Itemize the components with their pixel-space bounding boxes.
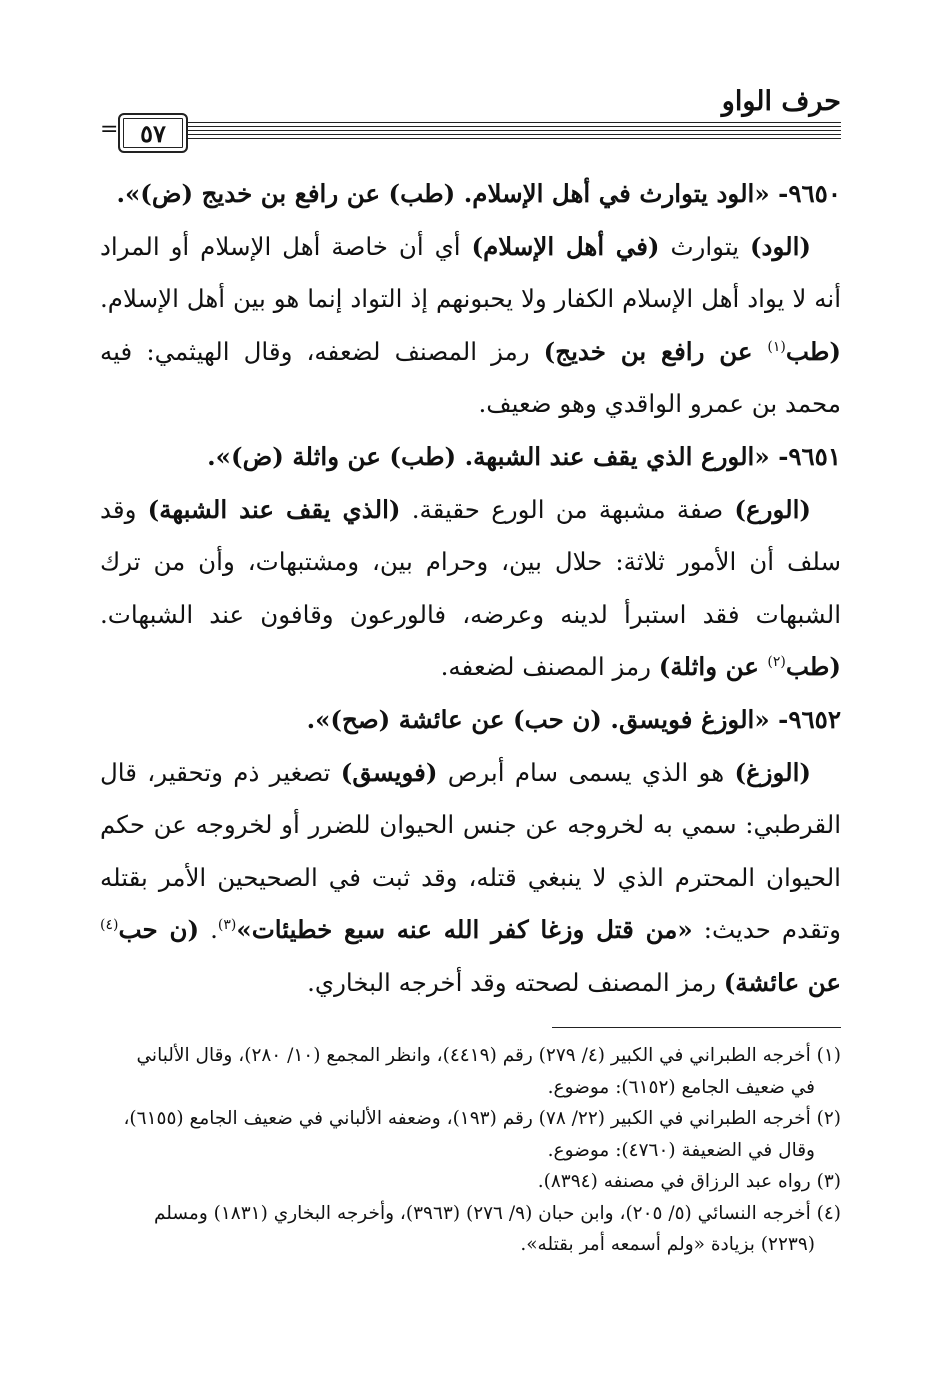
source: عن عائشة) bbox=[723, 967, 841, 997]
footnote-ref-1[interactable]: (١) bbox=[767, 338, 786, 355]
page-marker: = bbox=[100, 117, 119, 142]
hadith-9652: ٩٦٥٢- «الوزغ فويسق. (ن حب) عن عائشة (صح)». bbox=[306, 704, 841, 734]
footnote-1-cont: في ضعيف الجامع (٦١٥٢): موضوع. bbox=[547, 1076, 815, 1098]
term: (الذي يقف عند الشبهة) bbox=[147, 494, 401, 524]
term: (في أهل الإسلام) bbox=[471, 231, 660, 261]
footnote-divider bbox=[552, 1027, 841, 1028]
text: تصغير ذم وتحقير، قال القرطبي: سمي به لخروجه عن جنس الحيوان للضرر أو لخروجه عن حكم الحيوان المحترم الذي لا ينبغي قتله، وقد ثبت في الصحيحين الأمر بقتله وتقدم حديث: bbox=[100, 757, 841, 945]
text: صفة مشبهة من الورع حقيقة. bbox=[400, 494, 735, 524]
term: (الورع) bbox=[734, 494, 811, 524]
footnote-ref-2[interactable]: (٢) bbox=[767, 654, 786, 671]
running-header-title: حرف الواو bbox=[721, 86, 841, 117]
text: وقد سلف أن الأمور ثلاثة: حلال بين، وحرام بين، ومشتبهات، وأن من ترك الشبهات فقد استبرأ لدينه وعرضه، فالورعون وقافون عند الشبهات. bbox=[100, 494, 841, 629]
text: رمز المصنف لضعفه. bbox=[440, 652, 659, 682]
footnote-ref-4[interactable]: (٤) bbox=[100, 917, 119, 934]
text: رمز المصنف لضعفه، وقال الهيثمي: فيه محمد بن عمرو الواقدي وهو ضعيف. bbox=[100, 336, 841, 419]
text: رمز المصنف لصحته وقد أخرجه البخاري. bbox=[307, 967, 724, 997]
source: عن رافع بن خديج) bbox=[543, 336, 768, 366]
commentary-9651 bbox=[100, 484, 841, 694]
footnote-2: (٢) أخرجه الطبراني في الكبير (٢٢/ ٧٨) رقم (١٩٣)، وضعفه الألباني في ضعيف الجامع (٦١٥٥)، bbox=[123, 1108, 841, 1129]
source: عن واثلة) bbox=[658, 652, 768, 682]
source: (طب bbox=[785, 336, 841, 366]
quoted-hadith: «من قتل وزغا كفر الله عنه سبع خطيئات» bbox=[236, 915, 693, 945]
hadith-9650: ٩٦٥٠- «الود يتوارث في أهل الإسلام. (طب) عن رافع بن خديج (ض)». bbox=[116, 179, 841, 208]
footnote-4-cont: (٢٢٣٩) بزيادة «ولم أسمعه أمر بقتله». bbox=[520, 1234, 815, 1255]
main-text bbox=[100, 168, 841, 1010]
text: يتوارث bbox=[659, 231, 750, 261]
source: (طب bbox=[785, 652, 841, 682]
page-number: ٥٧ bbox=[118, 113, 188, 153]
footnote-ref-3[interactable]: (٣) bbox=[217, 917, 237, 934]
text: أي أن خاصة أهل الإسلام أو المراد أنه لا يواد أهل الإسلام الكفار ولا يحبونهم إذ التواد إنما هو بين أهل الإسلام. bbox=[100, 231, 841, 314]
header-rule bbox=[188, 120, 841, 142]
text: . bbox=[199, 915, 218, 945]
term: (الوزغ) bbox=[734, 757, 811, 787]
footnote-2-cont: وقال في الضعيفة (٤٧٦٠): موضوع. bbox=[547, 1139, 815, 1161]
commentary-9650 bbox=[100, 221, 841, 431]
hadith-9651: ٩٦٥١- «الورع الذي يقف عند الشبهة. (طب) عن واثلة (ض)». bbox=[207, 441, 841, 471]
footnotes bbox=[100, 1040, 841, 1261]
footnote-3: (٣) رواه عبد الرزاق في مصنفه (٨٣٩٤). bbox=[537, 1171, 841, 1192]
source: (ن حب bbox=[118, 915, 200, 945]
commentary-9652 bbox=[100, 747, 841, 1010]
footnote-1: (١) أخرجه الطبراني في الكبير (٤/ ٢٧٩) رقم (٤٤١٩)، وانظر المجمع (١٠/ ٢٨٠)، وقال الألباني bbox=[136, 1045, 841, 1066]
term: (الود) bbox=[749, 231, 811, 261]
text: هو الذي يسمى سام أبرص bbox=[437, 757, 735, 787]
footnote-4: (٤) أخرجه النسائي (٥/ ٢٠٥)، وابن حبان (٩/ ٢٧٦) (٣٩٦٣)، وأخرجه البخاري (١٨٣١) ومسلم bbox=[153, 1202, 841, 1224]
term: (فويسق) bbox=[340, 757, 438, 787]
